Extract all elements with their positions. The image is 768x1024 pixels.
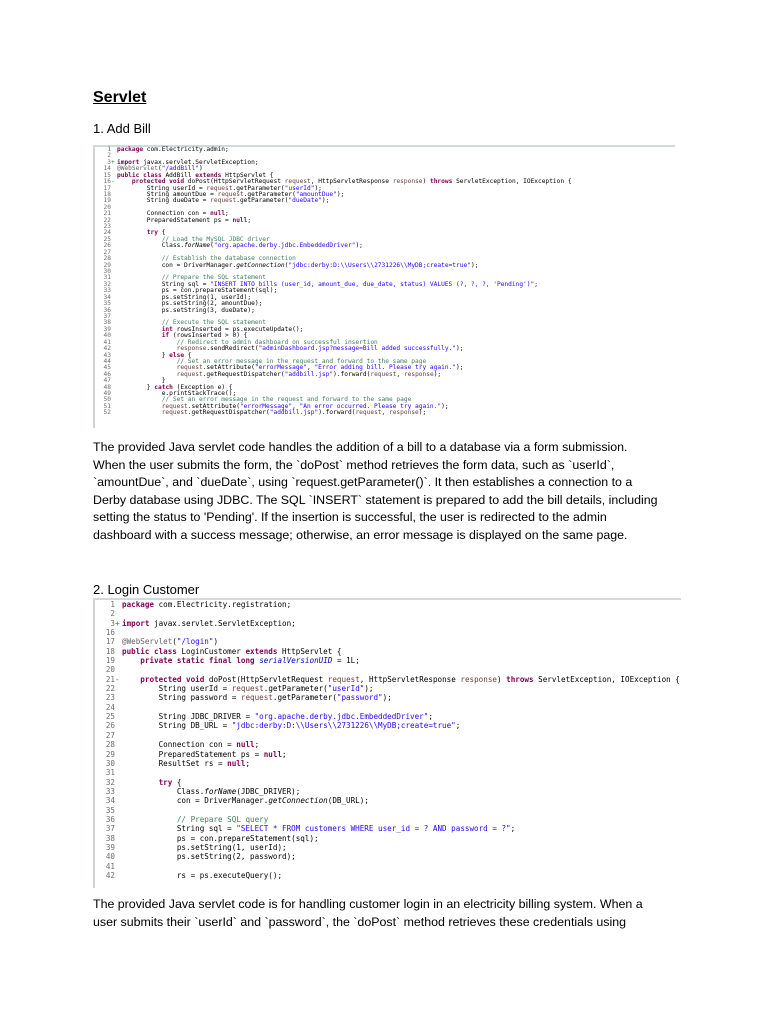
code-line — [97, 778, 680, 787]
code-text: import javax.servlet.ServletException; — [117, 158, 259, 166]
code-line — [97, 628, 680, 637]
code-text: PreparedStatement ps = null; — [117, 216, 252, 224]
code-line — [97, 703, 680, 712]
code-text: } — [117, 377, 166, 385]
code-line — [97, 750, 680, 759]
code-text: import javax.servlet.ServletException; — [122, 618, 296, 628]
code-line — [97, 787, 680, 796]
line-number: 41 — [103, 338, 111, 346]
paragraph-line: dashboard with a success message; otherwise, an error message is displayed on the same page. — [93, 527, 628, 542]
section-heading-add-bill: 1. Add Bill — [93, 121, 151, 136]
code-line — [97, 693, 680, 702]
code-text: request.setAttribute("errorMessage", "Error adding bill. Please try again."); — [176, 364, 464, 372]
code-screenshot-login-customer — [93, 598, 681, 888]
code-text: rs = ps.executeQuery(); — [122, 870, 283, 880]
code-text: ps.setString(2, amountDue); — [117, 300, 263, 308]
code-line — [97, 600, 680, 609]
line-number: 45 — [103, 364, 111, 372]
line-number: 26 — [105, 721, 115, 731]
code-text: String dueDate = request.getParameter("dueDate"); — [117, 197, 330, 205]
code-text: request.getRequestDispatcher("addbill.jsp").forward(request, response); — [161, 409, 427, 417]
line-number: 17 — [103, 184, 111, 192]
code-line — [97, 852, 680, 861]
page-title: Servlet — [93, 89, 147, 106]
code-line — [97, 637, 680, 646]
line-number: 36 — [105, 814, 115, 824]
code-text: // Set an error message in the request and forward to the same page — [117, 396, 412, 404]
code-text: if (rowsInserted > 0) { — [161, 332, 248, 340]
line-number: 2 — [107, 152, 111, 160]
line-number: 21 — [105, 674, 115, 684]
code-text: Class.forName(JDBC_DRIVER); — [122, 786, 301, 796]
code-text: // Execute the SQL statement — [117, 319, 267, 327]
line-number: 42 — [103, 345, 111, 353]
line-number: 38 — [105, 833, 115, 843]
line-number: 52 — [103, 409, 111, 417]
code-line — [97, 871, 680, 880]
code-text: Connection con = null; — [122, 740, 260, 750]
code-text: try { — [158, 777, 182, 787]
line-number: 19 — [105, 656, 115, 666]
line-number: 3 — [107, 158, 111, 166]
code-text: ps.setString(1, userId); — [122, 842, 287, 852]
code-line — [97, 862, 680, 871]
line-number: 33 — [103, 287, 111, 295]
line-number: 17 — [105, 637, 115, 647]
paragraph-line: The provided Java servlet code is for handling customer login in an electricity billing system. When a — [93, 897, 643, 911]
code-line — [97, 684, 680, 693]
code-text: ps.setString(1, userId); — [117, 293, 252, 301]
code-line — [97, 665, 680, 674]
line-number: 18 — [103, 190, 111, 198]
code-text: protected void doPost(HttpServletRequest request, HttpServletResponse response) throws ServletException, IOException { — [140, 674, 680, 684]
line-number: 3 — [110, 618, 115, 628]
code-text: private static final long serialVersionUID = 1L; — [140, 656, 360, 666]
code-text: } catch (Exception e) { — [117, 383, 233, 391]
code-text: public class AddBill extends HttpServlet { — [117, 171, 274, 179]
line-number: 34 — [105, 796, 115, 806]
code-text: package com.Electricity.registration; — [122, 600, 292, 609]
line-number: 20 — [103, 203, 111, 211]
code-text: try { — [146, 229, 166, 237]
line-number: 15 — [103, 171, 111, 179]
code-line — [97, 410, 572, 416]
line-number: 2 — [110, 609, 115, 619]
code-text: String sql = "SELECT * FROM customers WHERE user_id = ? AND password = ?"; — [122, 824, 516, 834]
line-number: 37 — [105, 824, 115, 834]
line-number: 31 — [103, 274, 111, 282]
code-text: con = DriverManager.getConnection("jdbc:derby:D:\\Users\\2731226\\MyDB;create=true"); — [117, 261, 479, 269]
line-number: 29 — [103, 261, 111, 269]
code-line — [97, 843, 680, 852]
code-line — [97, 806, 680, 815]
code-text: protected void doPost(HttpServletRequest request, HttpServletResponse response) throws ServletException, IOException { — [131, 178, 572, 186]
code-screenshot-add-bill — [93, 145, 675, 428]
editor-gutter — [93, 600, 95, 888]
code-text: Connection con = null; — [117, 210, 229, 218]
code-line — [97, 647, 680, 656]
code-text: // Establish the database connection — [117, 255, 296, 263]
line-number: 30 — [103, 268, 111, 276]
line-number: 26 — [103, 242, 111, 250]
line-number: 35 — [103, 300, 111, 308]
line-number: 14 — [103, 165, 111, 173]
paragraph-login-customer — [93, 896, 683, 931]
line-number: 33 — [105, 786, 115, 796]
code-line — [97, 721, 680, 730]
line-number: 25 — [105, 712, 115, 722]
code-line — [97, 768, 680, 777]
line-number: 39 — [105, 842, 115, 852]
line-number: 29 — [105, 749, 115, 759]
line-number: 22 — [103, 216, 111, 224]
paragraph-add-bill — [93, 439, 683, 545]
code-line — [97, 834, 680, 843]
line-number: 16 — [105, 628, 115, 638]
code-text: e.printStackTrace(); — [117, 390, 237, 398]
line-number: 34 — [103, 293, 111, 301]
line-number: 51 — [103, 402, 111, 410]
line-number: 48 — [103, 383, 111, 391]
code-text: request.getRequestDispatcher("addbill.jsp").forward(request, response); — [176, 370, 442, 378]
code-text: ResultSet rs = null; — [122, 758, 251, 768]
code-text: String DB_URL = "jdbc:derby:D:\\Users\\2731226\\MyDB;create=true"; — [122, 721, 461, 731]
fold-marker: + — [115, 618, 120, 628]
line-number: 16 — [103, 178, 111, 186]
code-line — [97, 675, 680, 684]
code-line — [97, 731, 680, 740]
code-text: response.sendRedirect("adminDashboard.jsp?message=Bill added successfully."); — [176, 345, 464, 353]
fold-marker: - — [115, 674, 120, 684]
line-number: 50 — [103, 396, 111, 404]
line-number: 40 — [103, 332, 111, 340]
line-number: 44 — [103, 357, 111, 365]
line-number: 28 — [105, 740, 115, 750]
code-text: String JDBC_DRIVER = "org.apache.derby.jdbc.EmbeddedDriver"; — [122, 712, 433, 722]
code-text: int rowsInserted = ps.executeUpdate(); — [161, 325, 304, 333]
code-text: } else { — [117, 351, 192, 359]
code-text: // Prepare SQL query — [122, 814, 269, 824]
code-text: con = DriverManager.getConnection(DB_URL); — [122, 796, 369, 806]
code-text: @WebServlet("/login") — [122, 637, 219, 647]
code-text: @WebServlet("/addBill") — [117, 165, 203, 173]
code-line — [97, 609, 680, 618]
line-number: 40 — [105, 852, 115, 862]
line-number: 47 — [103, 377, 111, 385]
line-number: 32 — [105, 777, 115, 787]
code-text: // Redirect to admin dashboard on successful insertion — [117, 338, 378, 346]
line-number: 42 — [105, 870, 115, 880]
line-number: 27 — [103, 248, 111, 256]
section-heading-login-customer: 2. Login Customer — [93, 582, 200, 597]
editor-gutter — [93, 147, 95, 428]
line-number: 18 — [105, 646, 115, 656]
paragraph-line: `amountDue`, and `dueDate`, using `request.getParameter()`. It then establishes a connection to a — [93, 475, 633, 490]
code-text: request.setAttribute("errorMessage", "An error occurred. Please try again."); — [161, 402, 449, 410]
code-text: String sql = "INSERT INTO bills (user_id, amount_due, due_date, status) VALUES (?, ?, ?, 'Pending')"; — [117, 280, 538, 288]
code-line — [97, 619, 680, 628]
code-text: // Load the MySQL JDBC driver — [117, 235, 270, 243]
code-text: String password = request.getParameter("password"); — [122, 693, 392, 703]
line-number: 39 — [103, 325, 111, 333]
code-line — [97, 656, 680, 665]
code-text: String userId = request.getParameter("userId"); — [117, 184, 322, 192]
line-number: 36 — [103, 306, 111, 314]
line-number: 1 — [110, 600, 115, 609]
line-number: 38 — [103, 319, 111, 327]
line-number: 32 — [103, 280, 111, 288]
line-number: 19 — [103, 197, 111, 205]
line-number: 22 — [105, 684, 115, 694]
code-line — [97, 815, 680, 824]
paragraph-line: The provided Java servlet code handles the addition of a bill to a database via a form submission. — [93, 440, 628, 454]
fold-marker: - — [111, 178, 115, 186]
code-text: String amountDue = request.getParameter("amountDue"); — [117, 190, 345, 198]
code-line — [97, 740, 680, 749]
line-number: 23 — [103, 223, 111, 231]
line-number: 43 — [103, 351, 111, 359]
line-number: 30 — [105, 758, 115, 768]
code-text: // Set an error message in the request and forward to the same page — [117, 357, 427, 365]
line-number: 1 — [107, 146, 111, 153]
line-number: 46 — [103, 370, 111, 378]
code-text: ps.setString(3, dueDate); — [117, 306, 255, 314]
paragraph-line: When the user submits the form, the `doPost` method retrieves the form data, such as `userId`, — [93, 457, 615, 472]
code-line — [97, 712, 680, 721]
code-text: PreparedStatement ps = null; — [122, 749, 287, 759]
line-number: 21 — [103, 210, 111, 218]
line-number: 20 — [105, 665, 115, 675]
paragraph-line: Derby database using JDBC. The SQL `INSERT` statement is prepared to add the bill details, including — [93, 492, 658, 507]
line-number: 23 — [105, 693, 115, 703]
line-number: 24 — [103, 229, 111, 237]
fold-marker: + — [111, 158, 115, 166]
code-line — [97, 759, 680, 768]
line-number: 28 — [103, 255, 111, 263]
code-text: ps.setString(2, password); — [122, 852, 296, 862]
code-line — [97, 796, 680, 805]
line-number: 25 — [103, 235, 111, 243]
code-text: package com.Electricity.admin; — [117, 146, 229, 153]
code-text: Class.forName("org.apache.derby.jdbc.EmbeddedDriver"); — [117, 242, 363, 250]
code-line — [97, 824, 680, 833]
paragraph-line: user submits their `userId` and `password`, the `doPost` method retrieves these credentials using — [93, 914, 627, 929]
line-number: 37 — [103, 312, 111, 320]
line-number: 24 — [105, 702, 115, 712]
line-number: 41 — [105, 861, 115, 871]
line-number: 49 — [103, 390, 111, 398]
code-text: // Prepare the SQL statement — [117, 274, 267, 282]
code-text: ps = con.prepareStatement(sql); — [122, 833, 319, 843]
line-number: 31 — [105, 768, 115, 778]
code-text: String userId = request.getParameter("userId"); — [122, 684, 374, 694]
code-text: public class LoginCustomer extends HttpServlet { — [122, 646, 342, 656]
paragraph-line: setting the status to 'Pending'. If the insertion is successful, the user is redirected to the admin — [93, 510, 607, 525]
line-number: 27 — [105, 730, 115, 740]
line-number: 35 — [105, 805, 115, 815]
code-text: ps = con.prepareStatement(sql); — [117, 287, 278, 295]
